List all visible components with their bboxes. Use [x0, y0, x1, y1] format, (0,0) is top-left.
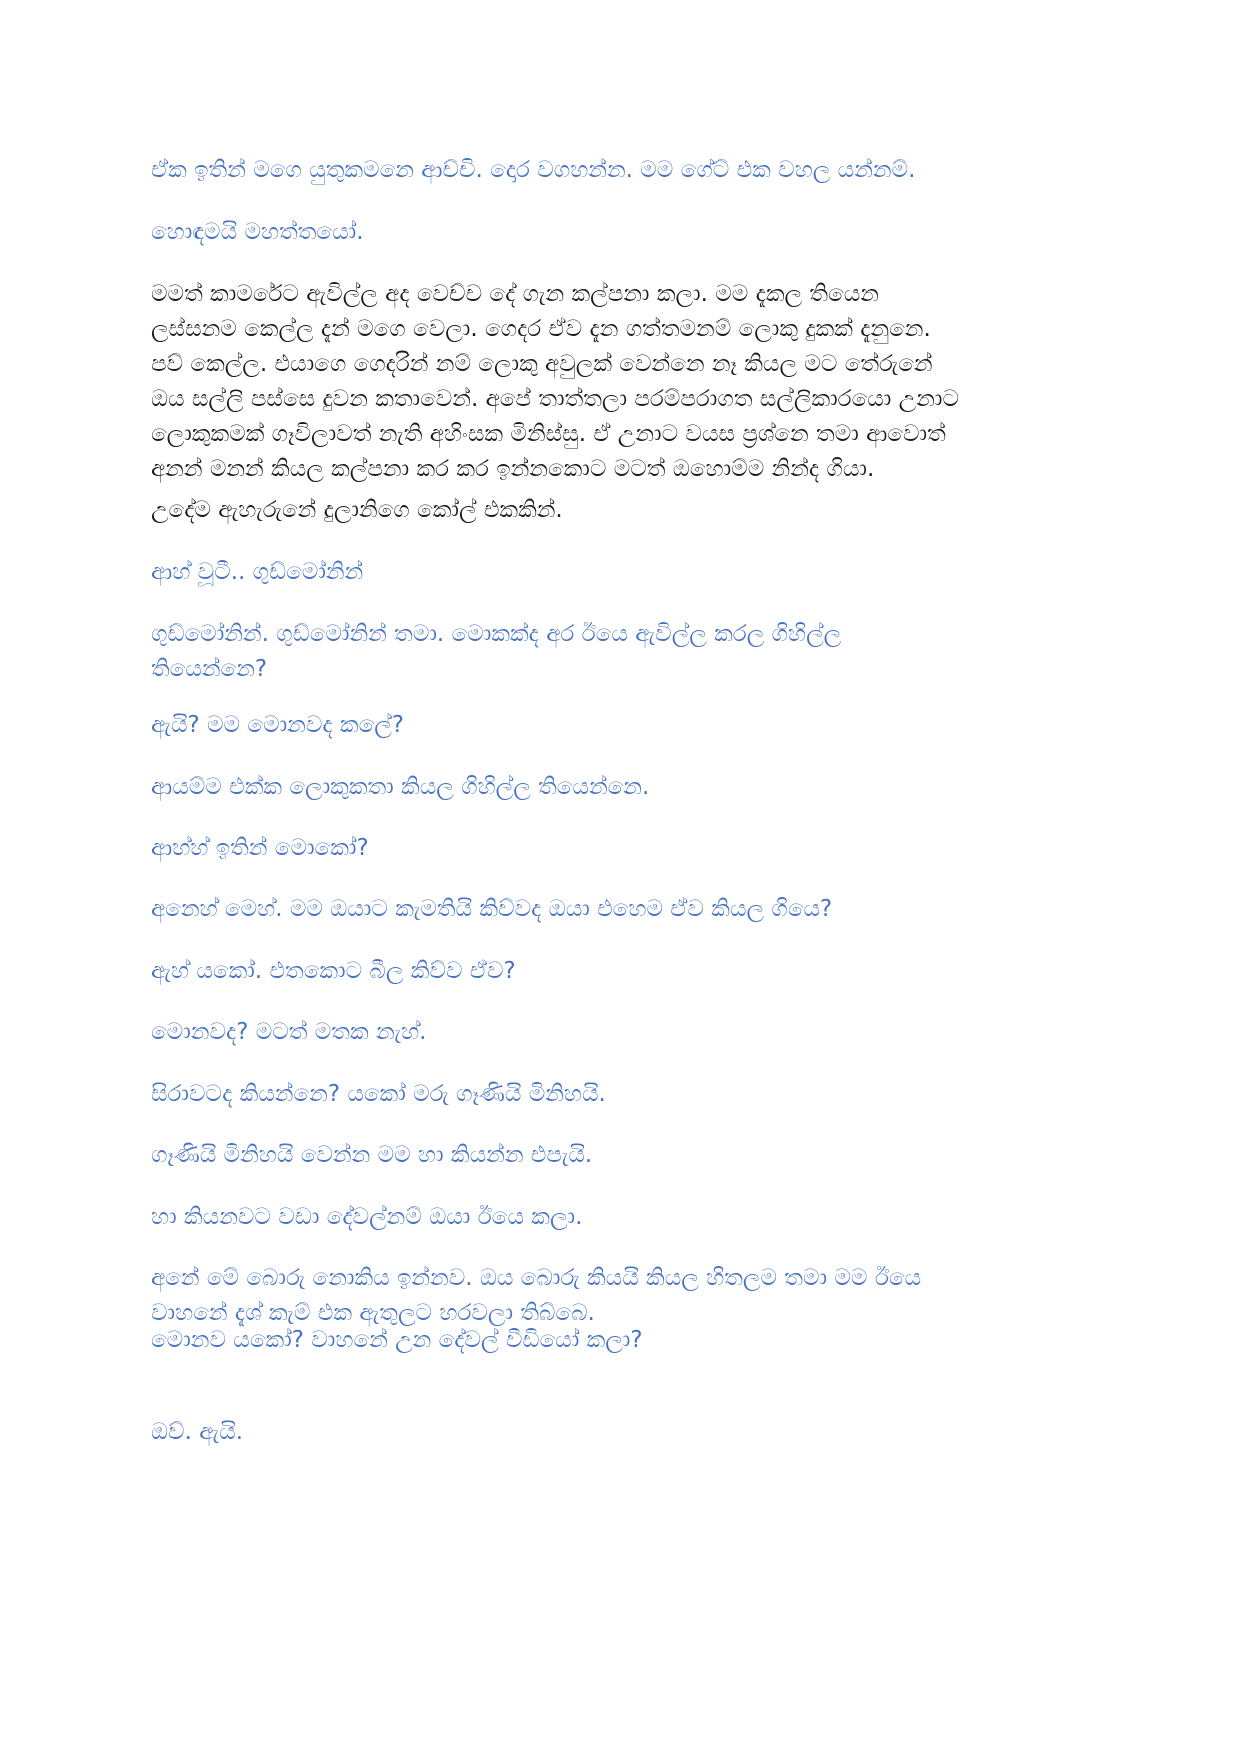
paragraph-5: ආහ් වූටී.. ගුඩ්මෝනින්: [151, 559, 364, 585]
paragraph-10: අනෙහ් මෙහ්. මම ඔයාට කැමතියි කිව්වද ඔයා එහෙම ඒව කියල ගියෙ?: [151, 896, 833, 922]
paragraph-13: සිරාවටද කියන්නෙ? යකෝ මරු ගෑණියි මිනිහයි.: [151, 1081, 606, 1107]
paragraph-1: ඒක ඉතින් මගෙ යුතුකමනෙ ආච්චි. දොර වගහන්න. මම ගේට් එක වහල යන්නම්.: [151, 157, 916, 183]
paragraph-7: ඇයි? මම මොනවද කලේ?: [151, 712, 405, 738]
paragraph-16: අනේ මේ බොරු නොකිය ඉන්නව. ඔය බොරු කියයි කියල හිතලම තමා මම ඊයෙ වාහනේ දැශ් කැම් එක ඇතුලට හරවලා තිබ්බෙ.: [151, 1265, 922, 1326]
paragraph-18: ඔව්. ඇයි.: [151, 1419, 244, 1445]
paragraph-3: මමත් කාමරේට ඇවිල්ල අද වෙච්ච දේ ගැන කල්පනා කලා. මම දැකල තියෙන ලස්සනම කෙල්ල දැන් මගෙ වෙලා. ගෙදර ඒව දැන ගත්තමනම් ලොකු දුකක් දැනුනෙ. පව් කෙල්ල. එයාගෙ ගෙදරින් නම් ලොකු අවුලක් වෙන්නෙ නෑ කියල මට තේරුනේ ඔය සල්ලි පස්සෙ දුවන කතාවෙන්. අපේ තාත්තලා පරම්පරාගත සල්ලිකාරයො උනාට ලොකුකමක් ගෑවිලාවත් නැති අහිංසක මිනිස්සු. ඒ උනාට වයස ප්‍රශ්නෙ තමා ආවොත් අනන් මනන් කියල කල්පනා කර කර ඉන්නකොට මටත් ඔහොම්ම නින්ද ගියා.: [151, 281, 959, 482]
paragraph-4: උදේම ඇහැරුනේ දුලානිගෙ කෝල් එකකින්.: [151, 497, 563, 523]
paragraph-17: මොනව යකෝ? වාහනේ උන දේවල් වීඩියෝ කලා?: [151, 1327, 643, 1353]
paragraph-12: මොනවද? මටත් මතක නැහ්.: [151, 1019, 427, 1045]
paragraph-6: ගුඩ්මෝනින්. ගුඩ්මෝනින් තමා. මොකක්ද අර ඊයෙ ඇවිල්ල කරල ගිහිල්ල තියෙන්නෙ?: [151, 621, 842, 682]
paragraph-8: ආයම්ම එක්ක ලොකුකතා කියල ගිහිල්ල තියෙන්නෙ.: [151, 774, 650, 800]
paragraph-15: හා කියනවට වඩා දේවල්නම් ඔයා ඊයෙ කලා.: [151, 1204, 583, 1230]
paragraph-14: ගෑණියි මිනිහයි වෙන්න මම හා කියන්න එපැයි.: [151, 1142, 593, 1168]
paragraph-2: හොඳමයි මහත්තයෝ.: [151, 219, 364, 245]
paragraph-9: ආහ්හ් ඉතින් මොකෝ?: [151, 835, 369, 861]
paragraph-11: ඇහ් යකෝ. එතකොට බීල කිව්ව ඒව?: [151, 958, 516, 984]
